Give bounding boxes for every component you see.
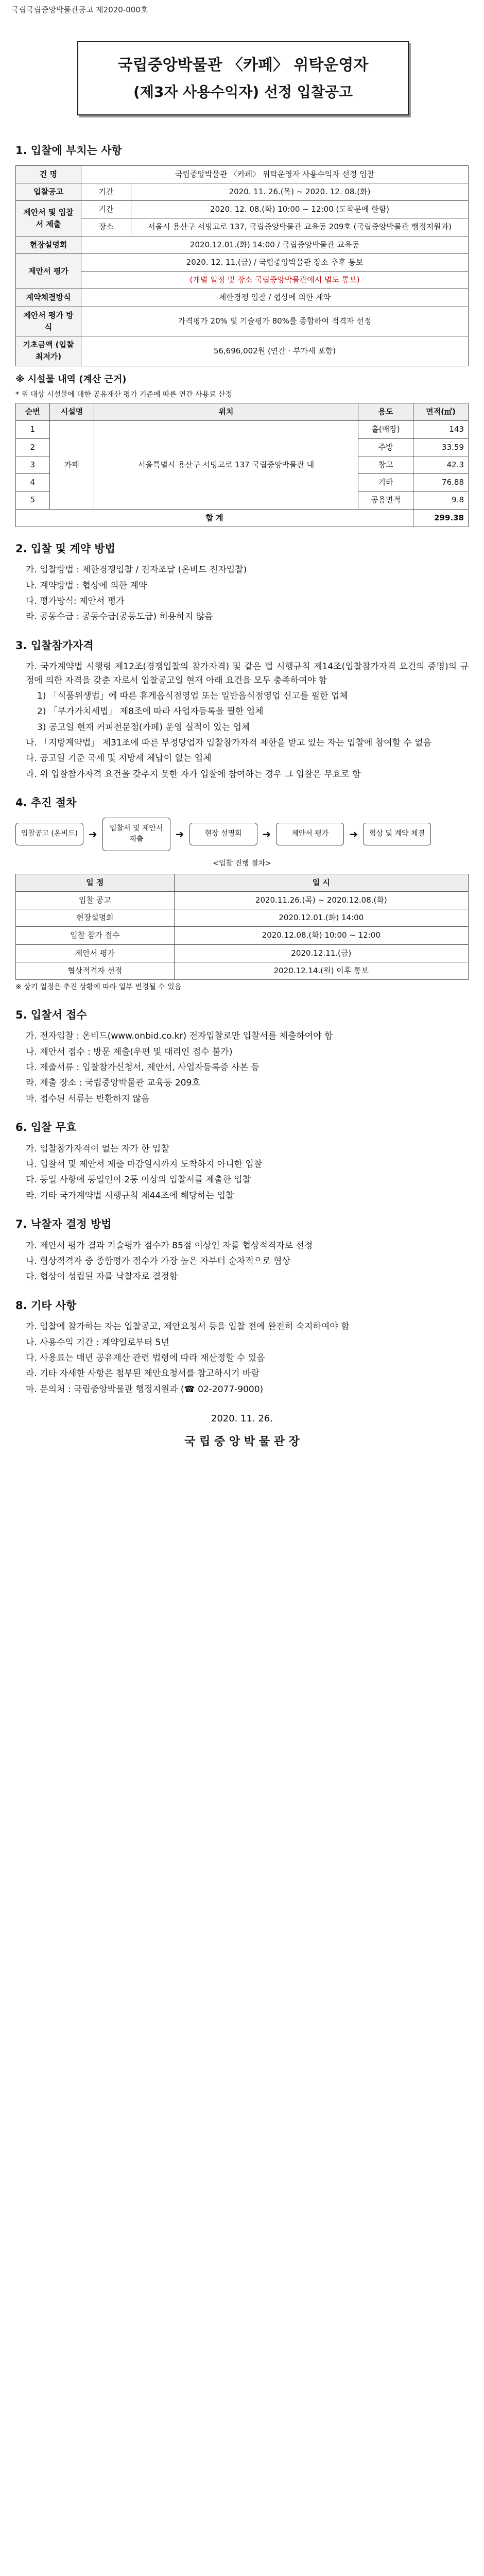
value-cell: 제한경쟁 입찰 / 협상에 의한 계약 [81, 289, 469, 307]
table-row [16, 891, 469, 909]
table-cell: 협상적격자 선정 [16, 962, 175, 979]
facility-heading: ※ 시설물 내역 (계산 근거) [15, 374, 127, 385]
table-row [16, 289, 469, 307]
table-cell: 143 [413, 421, 469, 438]
title-line-2: (제3자 사용수익자) 선정 입찰공고 [133, 83, 353, 100]
sub-label-cell: 장소 [81, 218, 131, 236]
flow-step: 입찰서 및 제안서 제출 [102, 818, 170, 851]
list-item: 다. 사용료는 매년 공유재산 관련 법령에 따라 재산정할 수 있음 [26, 1352, 265, 1363]
schedule-table [15, 874, 469, 980]
column-header: 시설명 [49, 403, 94, 421]
table-row [16, 183, 469, 200]
list-item: 1) 「식품위생법」에 따른 휴게음식점영업 또는 일반음식점영업 신고를 필한 업체 [37, 691, 348, 702]
table-cell: 기타 [358, 474, 413, 492]
table-row [16, 201, 469, 218]
footer-date: 2020. 11. 26. [211, 1413, 273, 1424]
schedule-note: ※ 상기 일정은 추진 상황에 따라 일부 변경될 수 있음 [15, 983, 182, 992]
section-2-heading: 2. 입찰 및 계약 방법 [15, 542, 115, 555]
flow-step: 현장 설명회 [189, 823, 257, 845]
table-row [16, 909, 469, 927]
table-cell: 현장설명회 [16, 909, 175, 927]
table-row [16, 253, 469, 271]
table-cell: 주방 [358, 438, 413, 456]
list-item: 가. 제안서 평가 결과 기술평가 점수가 85점 이상인 자를 협상적격자로 선정 [26, 1240, 313, 1251]
list-item: 다. 협상이 성립된 자를 낙찰자로 결정함 [26, 1272, 178, 1282]
value-cell: 56,696,002원 (연간 · 부가세 포함) [81, 336, 469, 366]
content [15, 129, 469, 1451]
facility-table [15, 403, 469, 527]
table-cell: 2 [16, 438, 50, 456]
list-item: 라. 기타 자세한 사항은 첨부된 제안요청서를 참고하시기 바람 [26, 1368, 260, 1379]
overview-table [15, 165, 469, 366]
value-cell: 국립중앙박물관 〈카페〉 위탁운영자 사용수익자 선정 입찰 [81, 165, 469, 183]
table-cell: 합 계 [16, 509, 413, 527]
list-item: 가. 전자입찰 : 온비드(www.onbid.co.kr) 전자입찰로만 입찰서를 제출하여야 함 [26, 1031, 333, 1042]
table-row [16, 927, 469, 944]
arrow-right-icon: ➜ [89, 827, 97, 840]
list-item: 라. 위 입찰참가자격 요건을 갖추지 못한 자가 입찰에 참여하는 경우 그 입찰은 무효로 함 [26, 769, 361, 779]
arrow-right-icon: ➜ [175, 827, 184, 840]
table-cell: 공용면적 [358, 492, 413, 509]
table-cell: 5 [16, 492, 50, 509]
section-6-heading: 6. 입찰 무효 [15, 1121, 77, 1134]
list-item: 마. 접수된 서류는 반환하지 않음 [26, 1093, 150, 1104]
table-row [16, 962, 469, 979]
table-cell: 33.59 [413, 438, 469, 456]
section-4-heading: 4. 추진 절차 [15, 796, 77, 809]
label-cell: 계약체결방식 [16, 289, 81, 307]
section-7-heading: 7. 낙찰자 결정 방법 [15, 1218, 112, 1231]
value-cell: 2020. 11. 26.(목) ~ 2020. 12. 08.(화) [131, 183, 469, 200]
table-cell: 2020.12.11.(금) [174, 944, 468, 962]
list-item: 가. 입찰방법 : 제한경쟁입찰 / 전자조달 (온비드 전자입찰) [26, 565, 247, 575]
list-item: 다. 동일 사항에 동일인이 2통 이상의 입찰서를 제출한 입찰 [26, 1175, 251, 1185]
column-header: 순번 [16, 403, 50, 421]
flow-step: 제안서 평가 [276, 823, 344, 845]
table-cell: 입찰 공고 [16, 891, 175, 909]
list-item: 나. 제안서 접수 : 방문 제출(우편 및 대리인 접수 불가) [26, 1046, 233, 1057]
column-header: 용도 [358, 403, 413, 421]
list-item: 가. 입찰참가자격이 없는 자가 한 입찰 [26, 1143, 169, 1154]
column-header: 면적(㎡) [413, 403, 469, 421]
value-cell: 서울시 용산구 서빙고로 137, 국립중앙박물관 교육동 209호 (국립중앙박물관 행정지원과) [131, 218, 469, 236]
facility-note: * 위 대상 시설물에 대한 공유재산 평가 기준에 따른 연간 사용료 산정 [15, 391, 233, 399]
table-row [16, 218, 469, 236]
sub-label-cell: 기간 [81, 183, 131, 200]
table-cell: 서울특별시 용산구 서빙고로 137 국립중앙박물관 내 [94, 421, 358, 509]
section-3-heading: 3. 입찰참가자격 [15, 639, 94, 652]
table-row [16, 421, 469, 438]
list-item: 나. 「지방계약법」 제31조에 따른 부정당업자 입찰참가자격 제한을 받고 있는 자는 입찰에 참여할 수 없음 [26, 738, 432, 749]
title-box [77, 41, 409, 115]
list-item: 가. 국가계약법 시행령 제12조(경쟁입찰의 참가자격) 및 같은 법 시행규칙 제14조(입찰참가자격 요건의 증명)의 규정에 의한 자격을 갖춘 자로서 입찰공고일 현재 아래 요건을 모두 충족하여야 함 [26, 662, 469, 686]
value-cell: 2020.12.01.(화) 14:00 / 국립중앙박물관 교육동 [81, 236, 469, 253]
notice-number: 국립국립중앙박물관공고 제2020-000호 [11, 5, 148, 14]
table-cell: 카페 [49, 421, 94, 509]
section-8-heading: 8. 기타 사항 [15, 1299, 77, 1312]
flow-step: 입찰공고 (온비드) [15, 823, 83, 845]
arrow-right-icon: ➜ [349, 827, 358, 840]
list-item: 라. 공동수급 : 공동수급(공동도급) 허용하지 않음 [26, 612, 213, 622]
table-cell: 2020.11.26.(목) ~ 2020.12.08.(화) [174, 891, 468, 909]
issuer-signature: 국 립 중 앙 박 물 관 장 [184, 1435, 300, 1448]
table-cell: 홀(매장) [358, 421, 413, 438]
value-cell: 2020. 12. 08.(화) 10:00 ~ 12:00 (도착분에 한함) [131, 201, 469, 218]
label-cell: 제안서 평가 방식 [16, 307, 81, 336]
list-item: 다. 평가방식: 제안서 평가 [26, 596, 125, 607]
table-cell: 입찰 참가 접수 [16, 927, 175, 944]
list-item: 3) 공고일 현재 커피전문점(카페) 운영 실적이 있는 업체 [37, 722, 250, 733]
section-5-heading: 5. 입찰서 접수 [15, 1008, 87, 1021]
list-item: 나. 입찰서 및 제안서 제출 마감일시까지 도착하지 아니한 입찰 [26, 1159, 263, 1170]
list-item: 2) 「부가가치세법」 제8조에 따라 사업자등록을 필한 업체 [37, 706, 264, 717]
arrow-right-icon: ➜ [262, 827, 271, 840]
table-row [16, 165, 469, 183]
table-cell: 299.38 [413, 509, 469, 527]
table-cell: 3 [16, 456, 50, 473]
label-cell: 제안서 평가 [16, 253, 81, 289]
table-row [16, 307, 469, 336]
table-header-row [16, 403, 469, 421]
list-item: 다. 제출서류 : 입찰참가신청서, 제안서, 사업자등록증 사본 등 [26, 1062, 260, 1073]
list-item: 라. 기타 국가계약법 시행규칙 제44조에 해당하는 입찰 [26, 1190, 234, 1201]
table-row [16, 336, 469, 366]
table-row [16, 236, 469, 253]
list-item: 가. 입찰에 참가하는 자는 입찰공고, 제안요청서 등을 입찰 전에 완전히 숙지하여야 함 [26, 1321, 350, 1332]
label-cell: 현장설명회 [16, 236, 81, 253]
value-cell: 2020. 12. 11.(금) / 국립중앙박물관 장소 추후 통보 [81, 253, 469, 271]
table-cell: 2020.12.08.(화) 10:00 ~ 12:00 [174, 927, 468, 944]
label-cell: 건 명 [16, 165, 81, 183]
table-row [16, 944, 469, 962]
table-header-row [16, 874, 469, 891]
column-header: 일 정 [16, 874, 175, 891]
table-row [16, 272, 469, 289]
table-total-row [16, 509, 469, 527]
procedure-flow [15, 818, 469, 851]
list-item: 다. 공고일 기준 국세 및 지방세 체납이 없는 업체 [26, 753, 212, 764]
list-item: 나. 사용수익 기간 : 계약일로부터 5년 [26, 1337, 169, 1348]
section-1-heading: 1. 입찰에 부치는 사항 [15, 144, 122, 157]
table-cell: 2020.12.14.(월) 이후 통보 [174, 962, 468, 979]
table-cell: 9.8 [413, 492, 469, 509]
title-line-1: 국립중앙박물관 〈카페〉 위탁운영자 [117, 56, 369, 75]
label-cell: 기초금액 (입찰 최저가) [16, 336, 81, 366]
table-cell: 1 [16, 421, 50, 438]
table-cell: 2020.12.01.(화) 14:00 [174, 909, 468, 927]
column-header: 일 시 [174, 874, 468, 891]
table-cell: 제안서 평가 [16, 944, 175, 962]
table-cell: 창고 [358, 456, 413, 473]
value-cell: (개별 일정 및 장소 국립중앙박물관에서 별도 통보) [81, 272, 469, 289]
table-cell: 4 [16, 474, 50, 492]
list-item: 나. 협상적격자 중 종합평가 점수가 가장 높은 자부터 순차적으로 협상 [26, 1256, 290, 1266]
flow-step: 협상 및 계약 체결 [363, 823, 431, 845]
flow-caption: <입찰 진행 절차> [213, 859, 271, 868]
list-item: 나. 계약방법 : 협상에 의한 계약 [26, 580, 147, 591]
table-cell: 42.3 [413, 456, 469, 473]
list-item: 라. 제출 장소 : 국립중앙박물관 교육동 209호 [26, 1078, 200, 1089]
sub-label-cell: 기간 [81, 201, 131, 218]
value-cell: 가격평가 20% 및 기술평가 80%를 종합하여 적격자 선정 [81, 307, 469, 336]
label-cell: 입찰공고 [16, 183, 81, 200]
label-cell: 제안서 및 입찰서 제출 [16, 201, 81, 236]
table-cell: 76.88 [413, 474, 469, 492]
list-item: 마. 문의처 : 국립중앙박물관 행정지원과 (☎ 02-2077-9000) [26, 1384, 264, 1395]
column-header: 위치 [94, 403, 358, 421]
